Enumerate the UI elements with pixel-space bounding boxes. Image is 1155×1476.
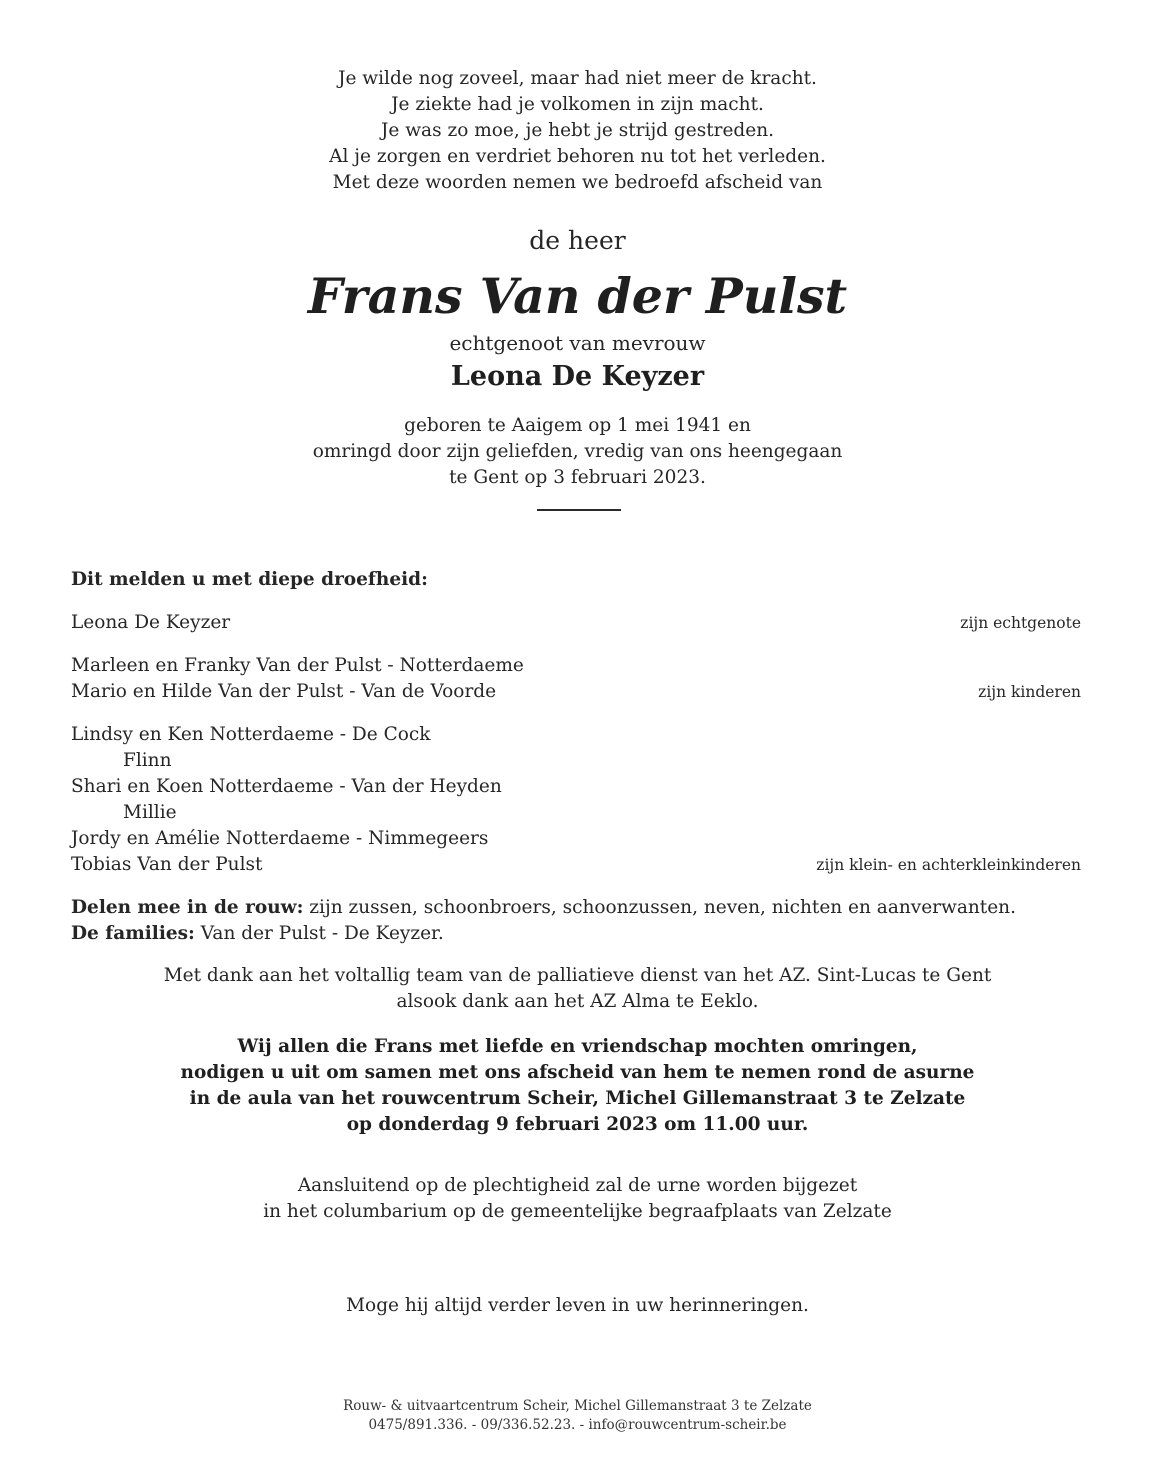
list-item: Flinn <box>123 750 172 771</box>
families-label: De families: <box>71 923 195 944</box>
closing-text: Moge hij altijd verder leven in uw herinneringen. <box>346 1295 809 1316</box>
poem-line: Je was zo moe, je hebt je strijd gestreden. <box>380 120 775 141</box>
spouse-name: Leona De Keyzer <box>450 361 705 392</box>
invitation-line: in de aula van het rouwcentrum Scheir, Michel Gillemanstraat 3 te Zelzate <box>189 1088 966 1109</box>
invitation-text <box>0 1034 1155 1138</box>
poem-line: Je wilde nog zoveel, maar had niet meer de kracht. <box>338 68 817 89</box>
urn-line: Aansluitend op de plechtigheid zal de urne worden bijgezet <box>297 1175 858 1196</box>
invitation-line: Wij allen die Frans met liefde en vriendschap mochten omringen, <box>237 1036 918 1057</box>
children-role: zijn kinderen <box>978 683 1081 701</box>
thanks-line: alsook dank aan het AZ Alma te Eeklo. <box>396 991 759 1012</box>
birth-death-line: te Gent op 3 februari 2023. <box>449 467 706 488</box>
list-item: Lindsy en Ken Notterdaeme - De Cock <box>71 724 431 745</box>
salutation: de heer <box>529 226 626 255</box>
spouse-entry: Leona De Keyzer <box>71 612 231 633</box>
footer-line: 0475/891.336. - 09/336.52.23. - info@rouwcentrum-scheir.be <box>368 1417 787 1433</box>
children-list <box>71 653 524 705</box>
grandchildren-list <box>71 722 502 878</box>
birth-death-line: omringd door zijn geliefden, vredig van ons heengegaan <box>312 441 843 462</box>
poem-line: Met deze woorden nemen we bedroefd afscheid van <box>332 172 823 193</box>
list-item: Millie <box>123 802 177 823</box>
families-text: Van der Pulst - De Keyzer. <box>194 923 444 944</box>
footer-line: Rouw- & uitvaartcentrum Scheir, Michel Gillemanstraat 3 te Zelzate <box>343 1398 812 1414</box>
deceased-name: Frans Van der Pulst <box>307 267 848 325</box>
list-item: Shari en Koen Notterdaeme - Van der Heyden <box>71 776 502 797</box>
invitation-line: op donderdag 9 februari 2023 om 11.00 uur. <box>346 1114 809 1135</box>
footer <box>0 1397 1155 1435</box>
poem <box>0 66 1155 196</box>
mourn-label: Delen mee in de rouw: <box>71 897 304 918</box>
birth-death-line: geboren te Aaigem op 1 mei 1941 en <box>404 415 751 436</box>
relation-text: echtgenoot van mevrouw <box>449 331 706 355</box>
announcement-heading: Dit melden u met diepe droefheid: <box>71 569 428 590</box>
spouse-role: zijn echtgenote <box>960 614 1081 632</box>
poem-line: Al je zorgen en verdriet behoren nu tot het verleden. <box>329 146 826 167</box>
invitation-line: nodigen u uit om samen met ons afscheid van hem te nemen rond de asurne <box>180 1062 975 1083</box>
birth-death-info <box>0 413 1155 491</box>
list-item: Tobias Van der Pulst <box>71 854 263 875</box>
thanks-text <box>0 963 1155 1015</box>
thanks-line: Met dank aan het voltallig team van de palliatieve dienst van het AZ. Sint-Lucas te Gent <box>163 965 992 986</box>
list-item: Marleen en Franky Van der Pulst - Notterdaeme <box>71 655 524 676</box>
divider <box>537 509 621 511</box>
urn-line: in het columbarium op de gemeentelijke begraafplaats van Zelzate <box>263 1201 892 1222</box>
mourn-line <box>71 895 1016 921</box>
list-item: Mario en Hilde Van der Pulst - Van de Voorde <box>71 681 497 702</box>
poem-line: Je ziekte had je volkomen in zijn macht. <box>391 94 764 115</box>
mourn-text: zijn zussen, schoonbroers, schoonzussen, neven, nichten en aanverwanten. <box>303 897 1016 918</box>
grandchildren-role: zijn klein- en achterkleinkinderen <box>816 856 1081 874</box>
families-line <box>71 921 444 947</box>
urn-text <box>0 1173 1155 1225</box>
list-item: Jordy en Amélie Notterdaeme - Nimmegeers <box>71 828 489 849</box>
